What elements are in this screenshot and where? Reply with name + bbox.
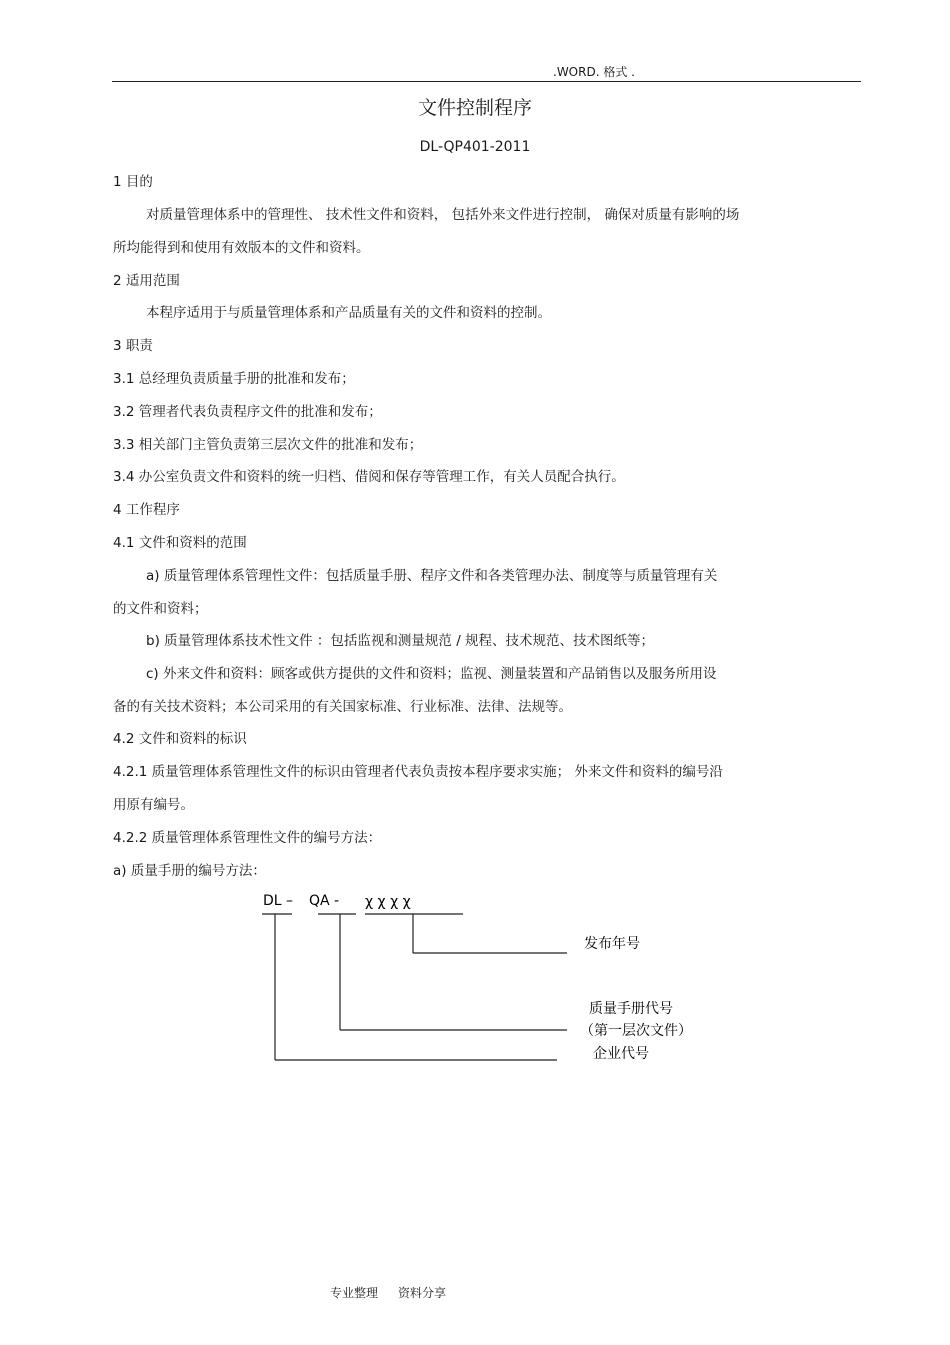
item-3-3: 3.3 相关部门主管负责第三层次文件的批准和发布； [113,437,423,453]
label-release-year: 发布年号 [584,936,640,952]
item-4-1-c-line-1: c) 外来文件和资料：顾客或供方提供的文件和资料；监视、测量装置和产品销售以及服务所用设 [146,666,717,682]
section-1-paragraph-line-1: 对质量管理体系中的管理性、 技术性文件和资料， 包括外来文件进行控制， 确保对质量有影响的场 [146,207,740,223]
footer-left-text: 专业整理 [330,1286,379,1300]
code-dl: DL – [263,893,294,909]
item-4-1-a-line-2: 的文件和资料； [113,601,208,617]
section-3-heading: 3 职责 [113,338,153,354]
item-4-1: 4.1 文件和资料的范围 [113,535,247,551]
item-4-2: 4.2 文件和资料的标识 [113,731,247,747]
document-title: 文件控制程序 [417,97,532,119]
page-footer [330,1284,446,1301]
section-2-paragraph: 本程序适用于与质量管理体系和产品质量有关的文件和资料的控制。 [146,305,551,321]
item-4-2-2-a: a) 质量手册的编号方法： [113,863,266,879]
item-4-1-a-line-1: a) 质量管理体系管理性文件：包括质量手册、程序文件和各类管理办法、制度等与质量管理有关 [146,568,718,584]
item-4-1-c-line-2: 备的有关技术资料；本公司采用的有关国家标准、行业标准、法律、法规等。 [113,699,572,715]
code-qa: QA - [309,893,340,909]
label-company-code: 企业代号 [593,1046,649,1062]
item-3-4: 3.4 办公室负责文件和资料的统一归档、借阅和保存等管理工作，有关人员配合执行。 [113,469,625,485]
section-1-paragraph-line-2: 所均能得到和使用有效版本的文件和资料。 [113,240,370,256]
item-4-1-b: b) 质量管理体系技术性文件 ：包括监视和测量规范 / 规程、技术规范、技术图纸等； [146,633,655,649]
section-2-heading: 2 适用范围 [113,273,180,289]
label-manual-code: 质量手册代号 [589,1001,673,1017]
code-xxxx: χ χ χ χ [365,894,411,910]
item-4-2-2: 4.2.2 质量管理体系管理性文件的编号方法： [113,830,382,846]
section-4-heading: 4 工作程序 [113,502,180,518]
label-first-level-document: （第一层次文件） [580,1023,692,1039]
document-code: DL-QP401-2011 [419,139,531,155]
item-4-2-1-line-2: 用原有编号。 [113,797,194,813]
item-4-2-1-line-1: 4.2.1 质量管理体系管理性文件的标识由管理者代表负责按本程序要求实施； 外来文件和资料的编号沿 [113,764,723,780]
section-1-heading: 1 目的 [113,174,153,190]
item-3-1: 3.1 总经理负责质量手册的批准和发布； [113,371,355,387]
item-3-2: 3.2 管理者代表负责程序文件的批准和发布； [113,404,382,420]
page-header: .WORD. 格式 . [553,65,635,79]
footer-right-text: 资料分享 [398,1286,447,1300]
